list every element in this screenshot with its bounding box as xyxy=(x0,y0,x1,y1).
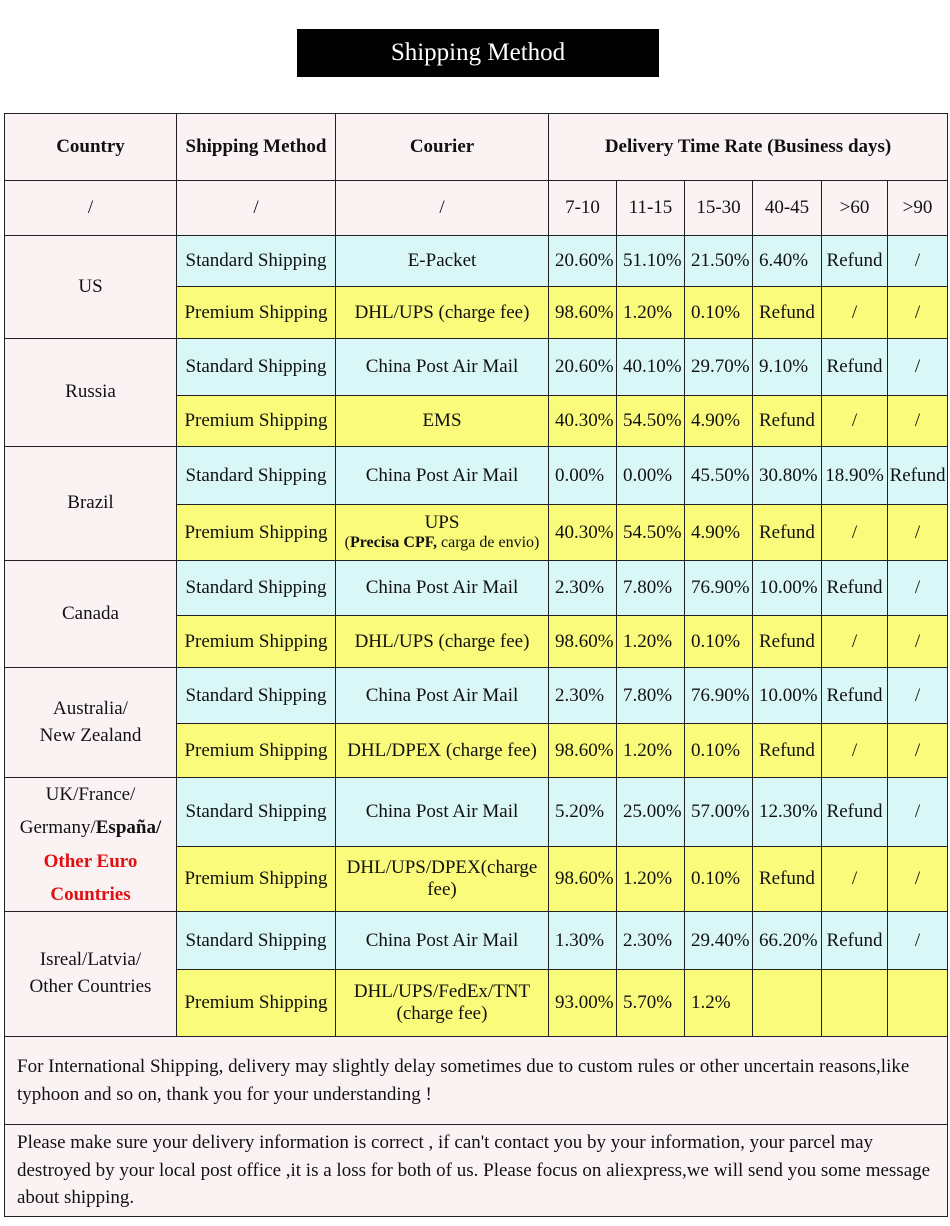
country-other xyxy=(5,912,177,1037)
rate-cell: / xyxy=(822,505,888,561)
header-country: Country xyxy=(5,114,177,181)
country-europe xyxy=(5,778,177,912)
country-line-1: UK/France/ xyxy=(45,784,136,805)
table-row xyxy=(5,447,948,505)
rate-cell: 40.10% xyxy=(617,339,685,396)
rate-cell: Refund xyxy=(888,447,948,505)
rate-cell: 12.30% xyxy=(753,778,822,847)
method-premium: Premium Shipping xyxy=(177,616,336,668)
country-us: US xyxy=(5,236,177,339)
courier: China Post Air Mail xyxy=(336,561,549,616)
method-standard: Standard Shipping xyxy=(177,778,336,847)
rate-cell: / xyxy=(888,778,948,847)
courier: DHL/UPS/DPEX(charge fee) xyxy=(336,846,549,911)
rate-cell: 29.40% xyxy=(685,912,753,970)
rate-cell: Refund xyxy=(822,778,888,847)
country-brazil: Brazil xyxy=(5,447,177,561)
rate-cell xyxy=(753,970,822,1037)
method-standard: Standard Shipping xyxy=(177,236,336,287)
header-shipping-method: Shipping Method xyxy=(177,114,336,181)
courier-bold-note: Precisa CPF, xyxy=(349,534,438,552)
rate-cell: 2.30% xyxy=(549,668,617,724)
range-over-90: >90 xyxy=(888,181,948,236)
rate-cell: / xyxy=(822,846,888,911)
range-15-30: 15-30 xyxy=(685,181,753,236)
rate-cell: 98.60% xyxy=(549,724,617,778)
rate-cell: / xyxy=(888,724,948,778)
rate-cell: 0.00% xyxy=(549,447,617,505)
rate-cell: 98.60% xyxy=(549,846,617,911)
rate-cell: Refund xyxy=(822,561,888,616)
rate-cell: 51.10% xyxy=(617,236,685,287)
table-row xyxy=(5,561,948,616)
method-standard: Standard Shipping xyxy=(177,561,336,616)
courier: DHL/UPS (charge fee) xyxy=(336,616,549,668)
rate-cell: / xyxy=(888,616,948,668)
courier-line-2: (charge fee) xyxy=(396,1003,488,1024)
shipping-table xyxy=(4,113,948,1217)
header-row xyxy=(5,114,948,181)
rate-cell: 0.10% xyxy=(685,724,753,778)
rate-cell: Refund xyxy=(753,846,822,911)
rate-cell: 66.20% xyxy=(753,912,822,970)
header-delivery-time: Delivery Time Rate (Business days) xyxy=(549,114,948,181)
method-premium: Premium Shipping xyxy=(177,970,336,1037)
table-row xyxy=(5,236,948,287)
rate-cell: / xyxy=(888,236,948,287)
rate-cell: 18.90% xyxy=(822,447,888,505)
country-espana: España/ xyxy=(95,817,162,839)
country-line-2 xyxy=(5,811,176,844)
rate-cell: Refund xyxy=(753,505,822,561)
rate-cell: 76.90% xyxy=(685,561,753,616)
method-standard: Standard Shipping xyxy=(177,912,336,970)
table-row xyxy=(5,668,948,724)
rate-cell: Refund xyxy=(822,912,888,970)
courier xyxy=(336,505,549,561)
courier-open-paren: ( xyxy=(344,534,350,552)
rate-cell: 76.90% xyxy=(685,668,753,724)
country-germany: Germany/ xyxy=(19,817,96,839)
rate-cell: 0.00% xyxy=(617,447,685,505)
rate-cell: 10.00% xyxy=(753,561,822,616)
country-line-1: Isreal/Latvia/ xyxy=(39,949,142,971)
rate-cell xyxy=(888,970,948,1037)
rate-cell: 54.50% xyxy=(617,505,685,561)
range-40-45: 40-45 xyxy=(753,181,822,236)
courier: DHL/DPEX (charge fee) xyxy=(336,724,549,778)
rate-cell: 29.70% xyxy=(685,339,753,396)
courier: EMS xyxy=(336,396,549,447)
rate-cell: 54.50% xyxy=(617,396,685,447)
courier: DHL/UPS (charge fee) xyxy=(336,287,549,339)
rate-cell: 45.50% xyxy=(685,447,753,505)
rate-cell: Refund xyxy=(822,236,888,287)
rate-cell: 20.60% xyxy=(549,339,617,396)
rate-cell: 1.20% xyxy=(617,724,685,778)
rate-cell: 40.30% xyxy=(549,396,617,447)
rate-cell: 98.60% xyxy=(549,287,617,339)
country-line-2: Other Countries xyxy=(29,976,152,997)
method-premium: Premium Shipping xyxy=(177,396,336,447)
method-standard: Standard Shipping xyxy=(177,447,336,505)
rate-cell: / xyxy=(822,287,888,339)
rate-cell: 5.20% xyxy=(549,778,617,847)
rate-cell: 2.30% xyxy=(617,912,685,970)
rate-cell: 0.10% xyxy=(685,846,753,911)
subheader-country: / xyxy=(5,181,177,236)
rate-cell: Refund xyxy=(822,668,888,724)
country-russia: Russia xyxy=(5,339,177,447)
rate-cell: 2.30% xyxy=(549,561,617,616)
courier: China Post Air Mail xyxy=(336,778,549,847)
rate-cell: 6.40% xyxy=(753,236,822,287)
rate-cell: / xyxy=(888,668,948,724)
rate-cell: 1.20% xyxy=(617,616,685,668)
courier: China Post Air Mail xyxy=(336,447,549,505)
rate-cell: 1.20% xyxy=(617,287,685,339)
rate-cell: / xyxy=(888,505,948,561)
subheader-courier: / xyxy=(336,181,549,236)
rate-cell: 0.10% xyxy=(685,287,753,339)
method-standard: Standard Shipping xyxy=(177,668,336,724)
rate-cell: / xyxy=(822,396,888,447)
rate-cell: 25.00% xyxy=(617,778,685,847)
rate-cell: / xyxy=(888,846,948,911)
rate-cell: 40.30% xyxy=(549,505,617,561)
courier: China Post Air Mail xyxy=(336,912,549,970)
rate-cell: 30.80% xyxy=(753,447,822,505)
rate-cell: / xyxy=(888,396,948,447)
table-row xyxy=(5,778,948,847)
rate-cell: 5.70% xyxy=(617,970,685,1037)
courier-line-2 xyxy=(336,534,548,552)
rate-cell: Refund xyxy=(753,287,822,339)
method-premium: Premium Shipping xyxy=(177,846,336,911)
courier: E-Packet xyxy=(336,236,549,287)
rate-cell: 1.30% xyxy=(549,912,617,970)
country-canada: Canada xyxy=(5,561,177,668)
method-premium: Premium Shipping xyxy=(177,724,336,778)
rate-cell: 0.10% xyxy=(685,616,753,668)
rate-cell: 1.20% xyxy=(617,846,685,911)
country-other-euro: Other Euro Countries xyxy=(43,850,138,905)
rate-cell: 9.10% xyxy=(753,339,822,396)
rate-cell: 21.50% xyxy=(685,236,753,287)
rate-cell: / xyxy=(888,912,948,970)
method-premium: Premium Shipping xyxy=(177,287,336,339)
country-line-2: New Zealand xyxy=(39,724,142,746)
rate-cell: 20.60% xyxy=(549,236,617,287)
courier-note: carga de envio) xyxy=(437,534,540,552)
rate-cell: / xyxy=(822,724,888,778)
table-row xyxy=(5,912,948,970)
rate-cell: / xyxy=(888,339,948,396)
rate-cell: 98.60% xyxy=(549,616,617,668)
courier: China Post Air Mail xyxy=(336,668,549,724)
rate-cell: / xyxy=(888,287,948,339)
note-row xyxy=(5,1037,948,1125)
method-premium: Premium Shipping xyxy=(177,505,336,561)
country-australia-nz xyxy=(5,668,177,778)
rate-cell: Refund xyxy=(753,616,822,668)
courier-line-1: UPS xyxy=(424,512,460,534)
range-over-60: >60 xyxy=(822,181,888,236)
rate-cell: 1.2% xyxy=(685,970,753,1037)
rate-cell: Refund xyxy=(753,724,822,778)
method-standard: Standard Shipping xyxy=(177,339,336,396)
rate-cell: / xyxy=(822,616,888,668)
courier: China Post Air Mail xyxy=(336,339,549,396)
rate-cell: Refund xyxy=(822,339,888,396)
subheader-method: / xyxy=(177,181,336,236)
subheader-row xyxy=(5,181,948,236)
note-row xyxy=(5,1125,948,1217)
rate-cell: Refund xyxy=(753,396,822,447)
courier xyxy=(336,970,549,1037)
country-line-1: Australia/ xyxy=(53,697,128,719)
page-title: Shipping Method xyxy=(297,29,659,77)
rate-cell: 93.00% xyxy=(549,970,617,1037)
range-11-15: 11-15 xyxy=(617,181,685,236)
rate-cell xyxy=(822,970,888,1037)
note-delivery-info: Please make sure your delivery information is correct , if can't contact you by your information, your parcel may destroyed by your local post office ,it is a loss for both of us. Please focus on aliexpress,we will send you some message about shipping. xyxy=(5,1125,948,1217)
rate-cell: 57.00% xyxy=(685,778,753,847)
note-international-delay: For International Shipping, delivery may slightly delay sometimes due to custom rules or other uncertain reasons,like typhoon and so on, thank you for your understanding ! xyxy=(5,1037,948,1125)
header-courier: Courier xyxy=(336,114,549,181)
rate-cell: 4.90% xyxy=(685,505,753,561)
rate-cell: 7.80% xyxy=(617,668,685,724)
table-row xyxy=(5,339,948,396)
courier-line-1: DHL/UPS/FedEx/TNT xyxy=(353,981,531,1003)
rate-cell: 7.80% xyxy=(617,561,685,616)
rate-cell: 4.90% xyxy=(685,396,753,447)
rate-cell: 10.00% xyxy=(753,668,822,724)
range-7-10: 7-10 xyxy=(549,181,617,236)
rate-cell: / xyxy=(888,561,948,616)
